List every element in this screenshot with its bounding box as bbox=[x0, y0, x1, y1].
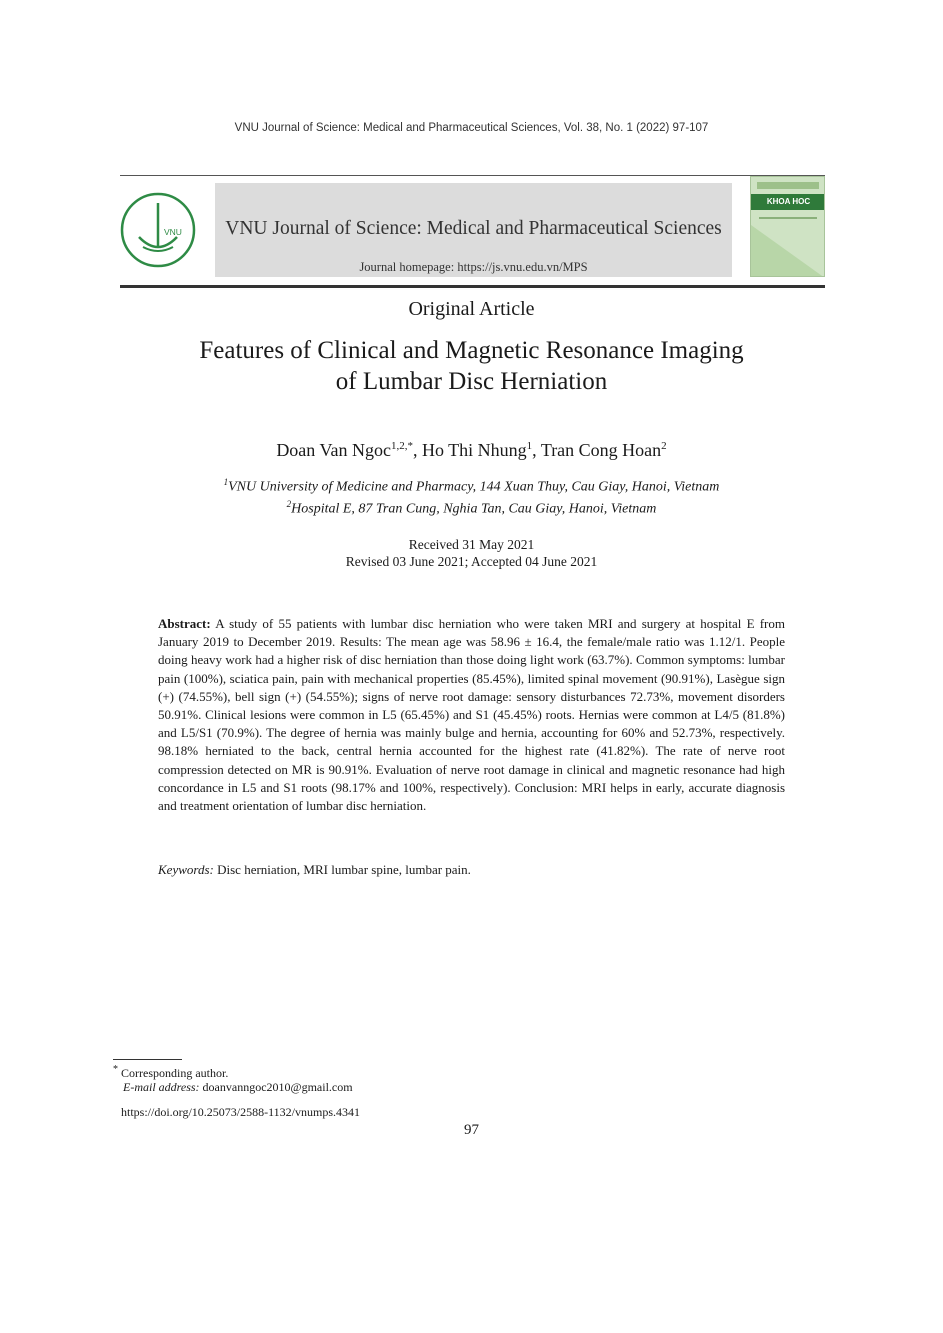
affiliation bbox=[0, 499, 943, 518]
title-line-1: Features of Clinical and Magnetic Resonance Imaging bbox=[199, 337, 744, 364]
cover-title: KHOA HOC bbox=[751, 194, 825, 210]
author-list: Doan Van Ngoc$^{1,2,*}$, Ho Thi Nhung$^1$, Tran Cong Hoan$^2$ bbox=[276, 440, 667, 460]
logo-text: VNU bbox=[164, 227, 182, 237]
journal-name: VNU Journal of Science: Medical and Pharmaceutical Sciences bbox=[225, 218, 722, 239]
keywords bbox=[158, 862, 785, 878]
article-title bbox=[100, 335, 843, 397]
banner-top-rule bbox=[120, 175, 825, 176]
abstract bbox=[158, 615, 785, 815]
email-line bbox=[123, 1080, 353, 1095]
received-date: Received 31 May 2021 bbox=[408, 537, 535, 552]
doi-link[interactable]: https://doi.org/10.25073/2588-1132/vnumps.4341 bbox=[121, 1105, 361, 1119]
email-address[interactable]: doanvanngoc2010@gmail.com bbox=[202, 1080, 353, 1094]
journal-homepage: Journal homepage: https://js.vnu.edu.vn/MPS bbox=[359, 260, 588, 274]
email-label: E-mail address: bbox=[123, 1080, 200, 1094]
page-number: 97 bbox=[464, 1122, 479, 1138]
banner-bottom-rule bbox=[120, 285, 825, 288]
affiliation-mark: 2 bbox=[286, 499, 292, 509]
abstract-text: A study of 55 patients with lumbar disc herniation who were taken MRI and surgery at hospital E from January 2019 to December 2019. Results: The mean age was 58.96 ± 16.4, the female/male ratio was 1.12/1. People doing heavy work had a higher risk of disc herniation than those doing light work (63.7%). Common symptoms: lumbar pain (100%), sciatica pain, pain with mechanical properties (85.45%), limited spinal movement (90.91%), Lasègue sign (+) (74.55%), bell sign (+) (54.55%); signs of nerve root damage: sensory disturbances 72.73%, movement disorders 50.91%. Clinical lesions were common in L5 (65.45%) and S1 (45.45%) roots. Hernias were common at L4/5 (81.8%) and L5/S1 (70.9%). The degree of hernia was mainly bulge and hernia, accounting for 60% and 52.73%, respectively. 98.18% herniated to the back, central hernia accounted for the highest rate (41.82%). The rate of nerve root compression detected on MR is 90.91%. Evaluation of nerve root damage in clinical and magnetic resonance had high concordance in L5 and S1 roots (98.17% and 100%, respectively). Conclusion: MRI helps in early, accurate diagnosis and treatment orientation of lumbar disc herniation. bbox=[158, 616, 785, 814]
abstract-label: Abstract: bbox=[158, 616, 211, 631]
author-affiliation-mark: 1,2,* bbox=[390, 440, 413, 452]
author-name: Doan Van Ngoc bbox=[276, 440, 391, 460]
revised-accepted-dates: Revised 03 June 2021; Accepted 04 June 2021 bbox=[345, 554, 598, 569]
cover-subtitle-line bbox=[759, 217, 817, 219]
article-type: Original Article bbox=[408, 298, 535, 320]
title-line-2: of Lumbar Disc Herniation bbox=[335, 368, 608, 395]
footnote-mark: * bbox=[113, 1064, 118, 1075]
running-head: VNU Journal of Science: Medical and Pharmaceutical Sciences, Vol. 38, No. 1 (2022) 97-107 bbox=[234, 122, 709, 134]
corresponding-author-note bbox=[113, 1064, 228, 1081]
author-affiliation-mark: 1 bbox=[526, 440, 533, 452]
keywords-text: Disc herniation, MRI lumbar spine, lumbar pain. bbox=[217, 862, 471, 877]
affiliation-text: Hospital E, 87 Tran Cung, Nghia Tan, Cau Giay, Hanoi, Vietnam bbox=[291, 501, 657, 517]
affiliation-text: VNU University of Medicine and Pharmacy, 144 Xuan Thuy, Cau Giay, Hanoi, Vietnam bbox=[228, 479, 720, 495]
keywords-label: Keywords: bbox=[158, 862, 214, 877]
affiliation bbox=[0, 477, 943, 496]
cover-header-strip bbox=[757, 182, 819, 189]
author-affiliation-mark: 2 bbox=[661, 440, 667, 452]
author-name: Ho Thi Nhung bbox=[421, 440, 527, 460]
affiliation-mark: 1 bbox=[223, 477, 229, 487]
author-name: Tran Cong Hoan bbox=[540, 440, 662, 460]
corresponding-author-label: Corresponding author. bbox=[121, 1066, 229, 1080]
cover-decoration bbox=[751, 225, 825, 277]
vnu-logo bbox=[119, 191, 197, 269]
footnote-rule bbox=[113, 1059, 182, 1060]
journal-cover-thumbnail bbox=[750, 176, 825, 277]
